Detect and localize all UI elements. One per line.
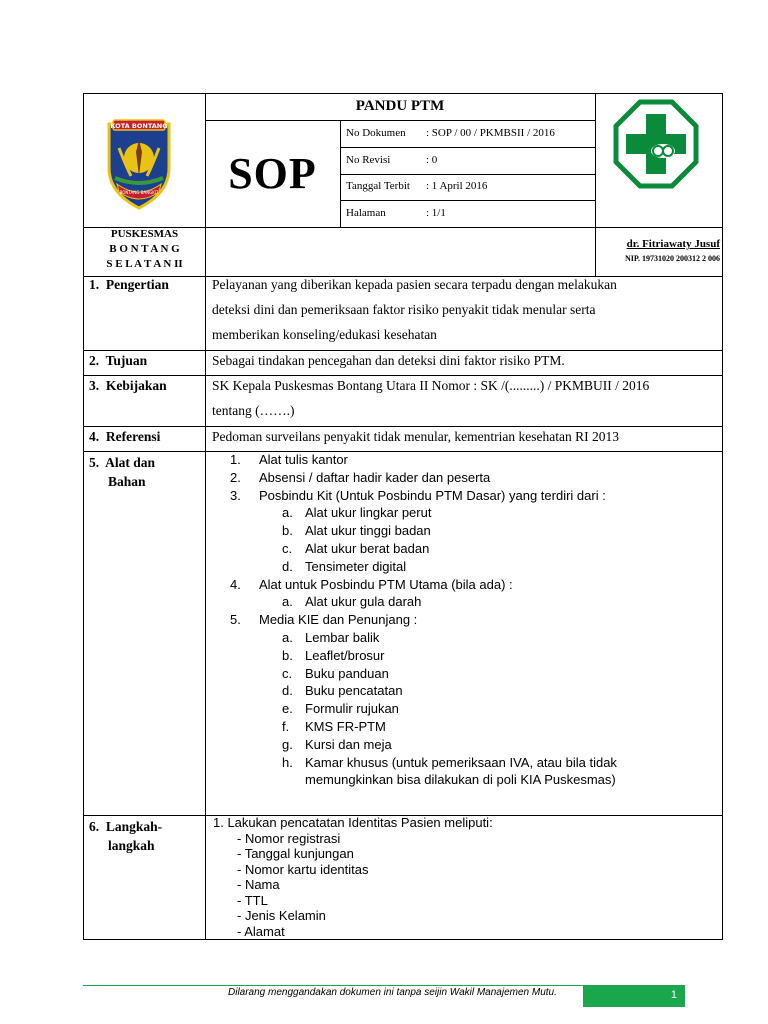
list-item: c. Buku panduan — [282, 665, 389, 681]
meta-value-tanggal-terbit: : 1 April 2016 — [426, 180, 488, 192]
list-item: 4. Alat untuk Posbindu PTM Utama (bila ada) : — [230, 576, 513, 592]
page-number: 1 — [670, 989, 677, 1001]
pengertian-text — [212, 272, 722, 347]
list-item: - Jenis Kelamin — [237, 908, 326, 923]
list-item: 1. Alat tulis kantor — [230, 452, 348, 467]
section-title: Tujuan — [105, 353, 148, 368]
section-title: Pengertian — [105, 277, 169, 292]
org-name-line3: S E L A T A N II — [106, 258, 183, 270]
section-number: 4. — [89, 429, 100, 444]
list-item: h. Kamar khusus (untuk pemeriksaan IVA, atau bila tidak — [282, 754, 617, 770]
list-item: memungkinkan bisa dilakukan di poli KIA Puskesmas) — [305, 772, 616, 788]
document-title: PANDU PTM — [355, 98, 445, 114]
list-item: a. Lembar balik — [282, 629, 380, 645]
langkah-intro: 1. Lakukan pencatatan Identitas Pasien meliputi: — [213, 815, 493, 830]
list-item: 5. Media KIE dan Penunjang : — [230, 612, 418, 628]
org-name-line2: B O N T A N G — [109, 243, 180, 255]
list-item: 2. Absensi / daftar hadir kader dan peserta — [230, 469, 491, 485]
section-number: 3. — [89, 378, 100, 393]
list-item: - Nomor kartu identitas — [237, 861, 369, 877]
section-label-kebijakan — [89, 378, 167, 394]
row-line-meta1 — [340, 147, 595, 148]
sop-label: SOP — [228, 149, 317, 198]
logo-ribbon-text: BONTANG BANGKIT — [119, 190, 159, 195]
org-name-line1: PUSKESMAS — [110, 228, 179, 240]
section-number: 5. — [89, 455, 100, 470]
list-item: a. Alat ukur gula darah — [282, 594, 422, 610]
list-item: f. KMS FR-PTM — [282, 718, 386, 734]
alat-list — [230, 451, 720, 789]
list-item: - Nama — [237, 877, 280, 892]
meta-label-halaman: Halaman — [346, 207, 386, 219]
city-emblem-logo — [101, 118, 177, 210]
logo-city-text: KOTA BONTANG — [110, 122, 168, 130]
row-line-title — [205, 120, 595, 121]
list-item: e. Formulir rujukan — [282, 701, 399, 717]
kebijakan-line: SK Kepala Puskesmas Bontang Utara II Nomor : SK /(.........) / PKMBUII / 2016 — [212, 378, 650, 393]
col-divider-left — [205, 93, 206, 940]
meta-label-no-revisi: No Revisi — [346, 154, 391, 166]
row-line-meta2 — [340, 174, 595, 175]
footer-rule — [83, 985, 583, 986]
section-title: Alat dan — [105, 455, 156, 470]
section-title-cont: Bahan — [108, 474, 146, 489]
list-item: - Alamat — [237, 923, 285, 939]
section-title-cont: langkah — [108, 838, 155, 853]
footer-page-number — [583, 985, 685, 1007]
section-title: Langkah- — [105, 819, 163, 834]
section-label-pengertian — [89, 277, 169, 293]
section-label-langkah — [89, 817, 162, 855]
list-item: d. Buku pencatatan — [282, 683, 403, 699]
section-number: 1. — [89, 277, 100, 292]
tujuan-text: Sebagai tindakan pencegahan dan deteksi dini faktor risiko PTM. — [212, 353, 565, 368]
referensi-text: Pedoman surveilans penyakit tidak menular, kementrian kesehatan RI 2013 — [212, 429, 619, 444]
meta-value-halaman: : 1/1 — [426, 207, 446, 219]
signatory-name: dr. Fitriawaty Jusuf — [626, 238, 720, 250]
meta-value-no-revisi: : 0 — [426, 154, 438, 166]
list-item: b. Alat ukur tinggi badan — [282, 523, 431, 539]
org-name — [84, 227, 205, 272]
signatory-nip: NIP. 19731020 200312 2 006 — [624, 254, 720, 263]
meta-value-no-dokumen: : SOP / 00 / PKMBSII / 2016 — [426, 127, 555, 139]
list-item: b. Leaflet/brosur — [282, 647, 385, 663]
list-item: g. Kursi dan meja — [282, 736, 392, 752]
list-item: - Tanggal kunjungan — [237, 846, 354, 861]
langkah-list — [213, 815, 718, 939]
list-item: - TTL — [237, 892, 268, 908]
puskesmas-logo — [613, 99, 699, 189]
list-item: - Nomor registrasi — [237, 830, 341, 846]
list-item: a. Alat ukur lingkar perut — [282, 505, 432, 521]
section-number: 2. — [89, 353, 100, 368]
pengertian-line: memberikan konseling/edukasi kesehatan — [212, 327, 437, 342]
section-number: 6. — [89, 819, 100, 834]
col-divider-right — [595, 93, 596, 276]
footer-notice: Dilarang menggandakan dokumen ini tanpa seijin Wakil Manajemen Mutu. — [228, 987, 557, 998]
section-title: Kebijakan — [105, 378, 167, 393]
meta-label-tanggal-terbit: Tanggal Terbit — [346, 180, 410, 192]
kebijakan-text — [212, 373, 722, 423]
section-label-referensi — [89, 429, 160, 445]
pengertian-line: Pelayanan yang diberikan kepada pasien secara terpadu dengan melakukan — [212, 277, 617, 292]
section-title: Referensi — [105, 429, 161, 444]
kebijakan-line: tentang (…….) — [212, 403, 295, 418]
pengertian-line: deteksi dini dan pemeriksaan faktor risiko penyakit tidak menular serta — [212, 302, 596, 317]
list-item: c. Alat ukur berat badan — [282, 540, 430, 556]
row-line-meta3 — [340, 200, 595, 201]
list-item: 3. Posbindu Kit (Untuk Posbindu PTM Dasar) yang terdiri dari : — [230, 487, 606, 503]
meta-label-no-dokumen: No Dokumen — [346, 127, 406, 139]
section-label-tujuan — [89, 353, 147, 369]
list-item: d. Tensimeter digital — [282, 558, 407, 574]
section-label-alat — [89, 453, 155, 491]
